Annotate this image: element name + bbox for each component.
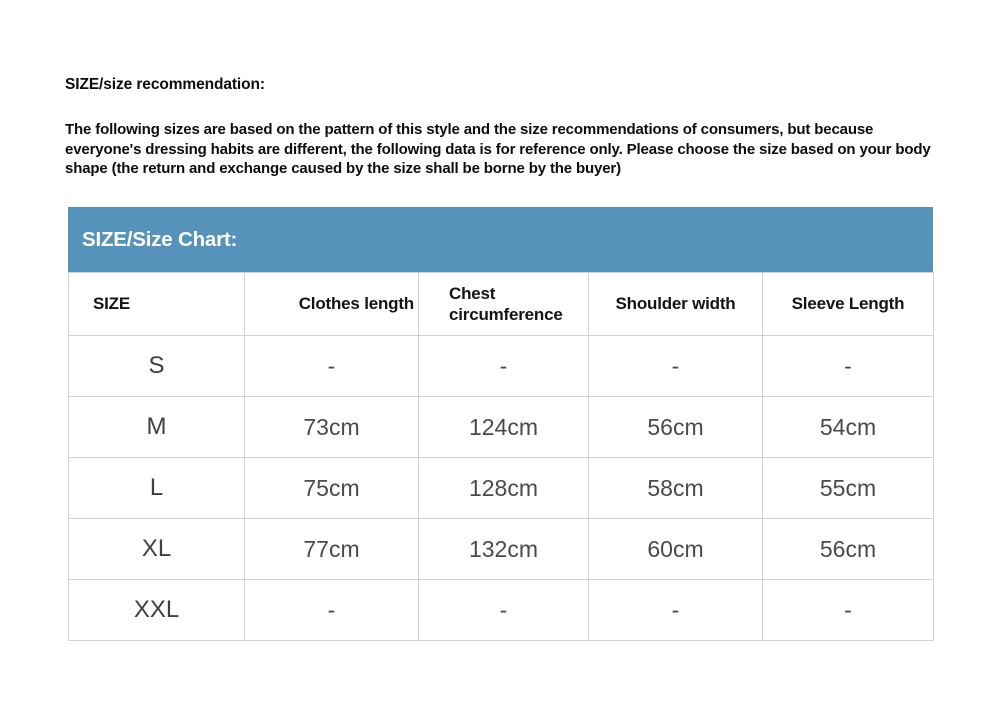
cell-chest-circumference: 128cm (419, 458, 589, 519)
cell-sleeve-length: 56cm (763, 519, 934, 580)
cell-chest-circumference: - (419, 580, 589, 641)
cell-size: XL (69, 519, 245, 580)
size-recommendation-heading: SIZE/size recommendation: (65, 76, 265, 93)
table-row-xxl (69, 580, 934, 641)
header-row (69, 273, 934, 336)
column-header-shoulder-width: Shoulder width (589, 273, 763, 336)
size-chart-section (68, 207, 933, 641)
size-chart-title: SIZE/Size Chart: (82, 227, 238, 251)
cell-size: M (69, 397, 245, 458)
cell-sleeve-length: 55cm (763, 458, 934, 519)
cell-size: L (69, 458, 245, 519)
size-table-header (69, 273, 934, 336)
cell-shoulder-width: 56cm (589, 397, 763, 458)
column-header-chest-circumference (419, 273, 589, 336)
column-header-size: SIZE (69, 273, 245, 336)
cell-size: XXL (69, 580, 245, 641)
cell-sleeve-length: 54cm (763, 397, 934, 458)
cell-chest-circumference: 124cm (419, 397, 589, 458)
cell-clothes-length: 75cm (245, 458, 419, 519)
size-table-body (69, 336, 934, 641)
table-row-xl (69, 519, 934, 580)
table-row-l (69, 458, 934, 519)
size-disclaimer-paragraph: The following sizes are based on the pattern of this style and the size recommendations of consumers, but because everyone's dressing habits are different, the following data is for reference only. Please choose the size based on your body shape (the return and exchange caused by the size shall be borne by the buyer) (65, 121, 931, 178)
size-chart-title-bar (68, 207, 933, 272)
cell-clothes-length: - (245, 336, 419, 397)
column-header-sleeve-length: Sleeve Length (763, 273, 934, 336)
cell-shoulder-width: - (589, 336, 763, 397)
size-chart-table (68, 272, 934, 641)
cell-clothes-length: 77cm (245, 519, 419, 580)
table-row-s (69, 336, 934, 397)
cell-chest-circumference: - (419, 336, 589, 397)
cell-size: S (69, 336, 245, 397)
column-header-clothes-length: Clothes length (245, 273, 419, 336)
column-header-chest-circumference-label: Chest circumference (449, 283, 563, 324)
cell-clothes-length: 73cm (245, 397, 419, 458)
table-row-m (69, 397, 934, 458)
cell-shoulder-width: - (589, 580, 763, 641)
cell-shoulder-width: 60cm (589, 519, 763, 580)
cell-sleeve-length: - (763, 580, 934, 641)
cell-sleeve-length: - (763, 336, 934, 397)
cell-clothes-length: - (245, 580, 419, 641)
cell-shoulder-width: 58cm (589, 458, 763, 519)
cell-chest-circumference: 132cm (419, 519, 589, 580)
